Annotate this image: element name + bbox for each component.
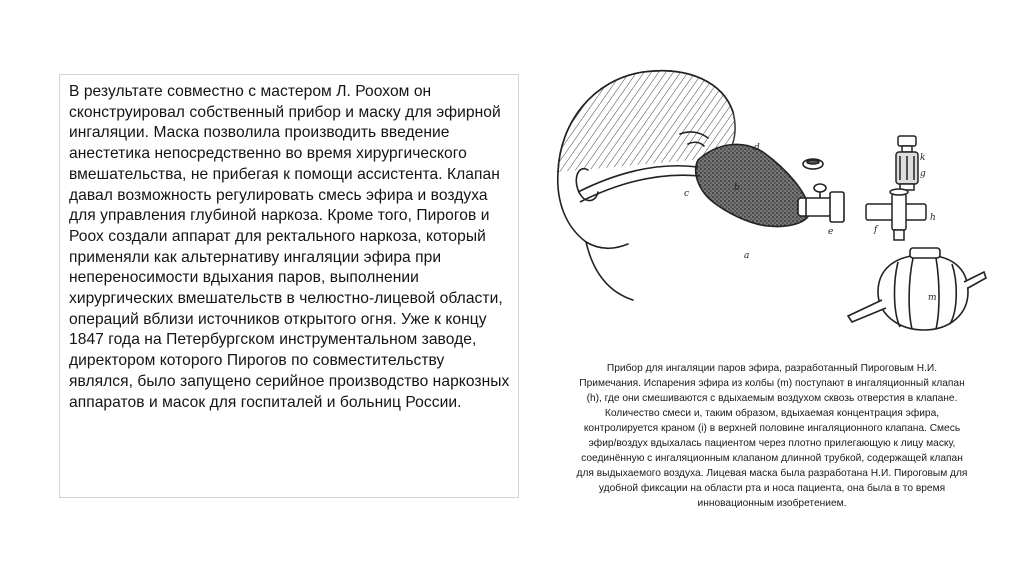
caption-line: Количество смеси и, таким образом, вдыхаемая концентрация эфира, <box>604 408 940 419</box>
caption-line: (h), где они смешиваются с вдыхаемым воздухом сквозь отверстия в клапане. <box>586 393 958 404</box>
face-mask <box>696 144 810 226</box>
valve-cap <box>803 159 823 169</box>
caption-line: для выдыхаемого воздуха. Лицевая маска была разработана Н.И. Пироговым для <box>576 468 968 479</box>
main-text-box <box>59 74 519 498</box>
label-d: d <box>754 143 760 153</box>
label-b: b <box>734 183 740 193</box>
label-m: m <box>928 293 937 303</box>
caption-line: инновационным изобретением. <box>697 498 847 509</box>
ether-flask <box>848 248 986 330</box>
label-e: e <box>828 227 834 237</box>
label-g: g <box>920 169 926 179</box>
mask-apparatus-illustration <box>548 52 996 352</box>
label-k: k <box>920 153 926 163</box>
mask-valve <box>798 184 844 222</box>
label-a: a <box>744 251 750 261</box>
label-c: c <box>684 189 690 199</box>
figure-caption <box>532 361 1012 511</box>
illustration-svg <box>548 52 996 352</box>
caption-line: Примечания. Испарения эфира из колбы (m) поступают в ингаляционный клапан <box>579 378 965 389</box>
caption-line: соединённую с ингаляционным клапаном длинной трубкой, содержащей клапан <box>581 453 963 464</box>
caption-line: удобной фиксации на области рта и носа пациента, она была в то время <box>598 483 946 494</box>
main-paragraph: В результате совместно с мастером Л. Роохом он сконструировал собственный прибор и маску для эфирной ингаляции. Маска позволила производить введение анестетика непосредственно во время хирургического вмешательства, не прибегая к помощи ассистента. Клапан давал возможность регулировать смесь эфира и воздуха для управления глубиной наркоза. Кроме того, Пирогов и Роох создали аппарат для ректального наркоза, который применяли как альтернативу ингаляции эфира при непереносимости вдыхания паров, выполнении хирургических вмешательств в челюстно-лицевой области, операций вблизи источников открытого огня. Уже к концу 1847 года на Петербургском инструментальном заводе, директором которого Пирогов по совместительству являлся, было запущено серийное производство наркозных аппаратов и масок для госпиталей и больниц России. <box>69 83 510 411</box>
label-f: f <box>874 225 878 235</box>
caption-line: эфир/воздух вдыхалась пациентом через плотно прилегающую к лицу маску, <box>588 438 956 449</box>
caption-line: Прибор для ингаляции паров эфира, разработанный Пироговым Н.И. <box>606 363 938 374</box>
label-h: h <box>930 213 936 223</box>
caption-line: контролируется краном (i) в верхней половине ингаляционного клапана. Смесь <box>583 423 961 434</box>
